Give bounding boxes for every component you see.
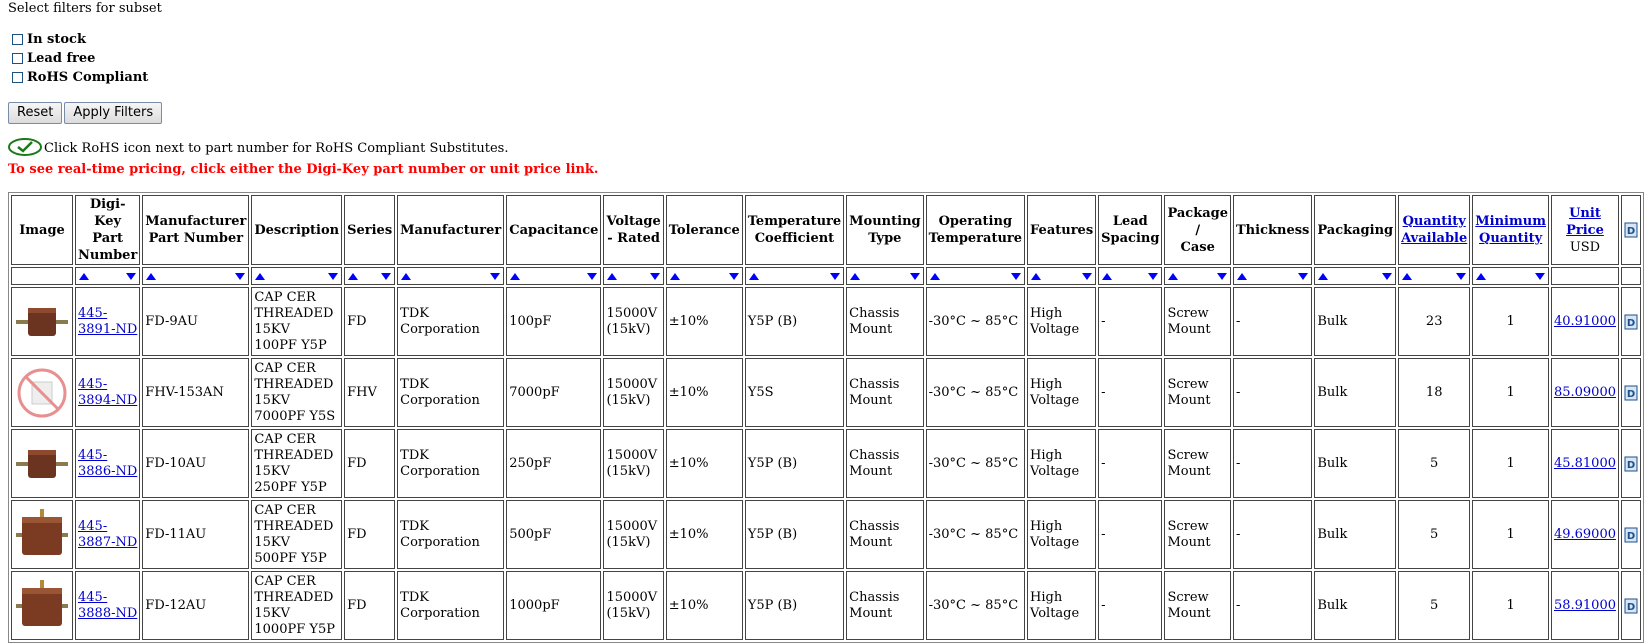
unit-price-cell[interactable]	[1551, 287, 1619, 356]
manufacturer-cell: TDK Corporation	[397, 358, 504, 427]
sort-cell	[1621, 267, 1641, 285]
filter-label: Lead free	[27, 51, 96, 66]
datasheet-icon[interactable]	[1624, 598, 1638, 614]
tolerance-cell: ±10%	[666, 571, 743, 640]
filter-title: Select filters for subset	[8, 1, 162, 16]
features-cell: High Voltage	[1027, 429, 1096, 498]
sort-ascending-icon[interactable]	[1318, 273, 1328, 280]
qty-available-cell: 5	[1398, 500, 1470, 569]
digikey-part-link[interactable]: 445-3887-ND	[78, 518, 138, 550]
features-cell: High Voltage	[1027, 358, 1096, 427]
image-cell[interactable]	[11, 429, 73, 498]
description-cell: CAP CER THREADED 15KV 500PF Y5P	[251, 500, 342, 569]
packaging-cell: Bulk	[1314, 287, 1396, 356]
voltage-cell: 15000V (15kV)	[603, 358, 663, 427]
lead-spacing-cell: -	[1098, 500, 1162, 569]
col-mounting-type: Mounting Type	[846, 195, 923, 265]
sort-descending-icon[interactable]	[1011, 273, 1021, 280]
sort-ascending-icon[interactable]	[1402, 273, 1412, 280]
description-cell: CAP CER THREADED 15KV 250PF Y5P	[251, 429, 342, 498]
voltage-cell: 15000V (15kV)	[603, 500, 663, 569]
col-qty-available[interactable]: Quantity Available	[1398, 195, 1470, 265]
datasheet-icon[interactable]	[1624, 527, 1638, 543]
capacitance-cell: 500pF	[506, 500, 601, 569]
package-case-cell: Screw Mount	[1164, 500, 1231, 569]
unit-price-link[interactable]: 40.91000	[1553, 313, 1616, 329]
table-row	[11, 500, 1641, 569]
sort-cell[interactable]	[75, 267, 140, 285]
qty-available-cell: 23	[1398, 287, 1470, 356]
lead-spacing-cell: -	[1098, 429, 1162, 498]
mounting-type-cell: Chassis Mount	[846, 287, 923, 356]
capacitance-cell: 7000pF	[506, 358, 601, 427]
filter-in-stock[interactable]	[12, 30, 162, 49]
col-tolerance: Tolerance	[666, 195, 743, 265]
sort-cell[interactable]	[142, 267, 249, 285]
sort-ascending-icon[interactable]	[930, 273, 940, 280]
sort-ascending-icon[interactable]	[749, 273, 759, 280]
table-row	[11, 358, 1641, 427]
series-cell: FD	[344, 571, 395, 640]
realtime-pricing-note: To see real-time pricing, click either the Digi-Key part number or unit price link.	[8, 162, 599, 177]
col-package-case: Package / Case	[1164, 195, 1231, 265]
sort-descending-icon[interactable]	[328, 273, 338, 280]
col-packaging: Packaging	[1314, 195, 1396, 265]
lead-spacing-cell: -	[1098, 358, 1162, 427]
sort-descending-icon[interactable]	[235, 273, 245, 280]
unit-price-cell[interactable]	[1551, 429, 1619, 498]
sort-descending-icon[interactable]	[1148, 273, 1158, 280]
temp-coefficient-cell: Y5P (B)	[745, 571, 844, 640]
temp-coefficient-cell: Y5S	[745, 358, 844, 427]
sort-ascending-icon[interactable]	[79, 273, 89, 280]
manufacturer-cell: TDK Corporation	[397, 429, 504, 498]
datasheet-cell[interactable]	[1621, 358, 1641, 427]
rohs-check-icon	[8, 138, 42, 156]
digikey-pn-cell[interactable]	[75, 429, 140, 498]
filter-buttons	[8, 102, 162, 124]
sort-ascending-icon[interactable]	[1102, 273, 1112, 280]
mfr-pn-cell: FD-11AU	[142, 500, 249, 569]
col-unit-price[interactable]: Unit Price USD	[1551, 195, 1619, 265]
sort-descending-icon[interactable]	[1082, 273, 1092, 280]
package-case-cell: Screw Mount	[1164, 429, 1231, 498]
sort-descending-icon[interactable]	[650, 273, 660, 280]
filter-list	[12, 30, 162, 87]
product-photo	[14, 294, 70, 350]
temp-coefficient-cell: Y5P (B)	[745, 500, 844, 569]
temp-coefficient-cell: Y5P (B)	[745, 287, 844, 356]
col-voltage: Voltage - Rated	[603, 195, 663, 265]
capacitance-cell: 1000pF	[506, 571, 601, 640]
sort-cell[interactable]	[846, 267, 923, 285]
sort-descending-icon[interactable]	[381, 273, 391, 280]
lead-spacing-cell: -	[1098, 571, 1162, 640]
thickness-cell: -	[1233, 500, 1312, 569]
manufacturer-cell: TDK Corporation	[397, 500, 504, 569]
col-features: Features	[1027, 195, 1096, 265]
mfr-pn-cell: FD-9AU	[142, 287, 249, 356]
rohs-checkbox[interactable]	[12, 72, 23, 83]
col-description: Description	[251, 195, 342, 265]
col-temp-coefficient: Temperature Coefficient	[745, 195, 844, 265]
operating-temp-cell: -30°C ~ 85°C	[926, 429, 1025, 498]
sort-ascending-icon[interactable]	[1476, 273, 1486, 280]
tolerance-cell: ±10%	[666, 500, 743, 569]
series-cell: FD	[344, 287, 395, 356]
digikey-pn-cell[interactable]	[75, 500, 140, 569]
sort-descending-icon[interactable]	[1217, 273, 1227, 280]
apply-filters-button[interactable]: Apply Filters	[64, 102, 162, 124]
unit-price-link[interactable]: 45.81000	[1553, 455, 1616, 471]
voltage-cell: 15000V (15kV)	[603, 429, 663, 498]
sort-descending-icon[interactable]	[1382, 273, 1392, 280]
sort-cell[interactable]	[1233, 267, 1312, 285]
qty-available-cell: 5	[1398, 429, 1470, 498]
sort-ascending-icon[interactable]	[146, 273, 156, 280]
datasheet-icon[interactable]	[1624, 314, 1638, 330]
datasheet-icon[interactable]	[1624, 456, 1638, 472]
sort-cell[interactable]	[1027, 267, 1096, 285]
qty-available-cell: 5	[1398, 571, 1470, 640]
datasheet-icon	[1624, 222, 1638, 238]
sort-descending-icon[interactable]	[729, 273, 739, 280]
svg-text:D: D	[1626, 530, 1636, 542]
packaging-cell: Bulk	[1314, 571, 1396, 640]
sort-cell[interactable]	[1314, 267, 1396, 285]
sort-ascending-icon[interactable]	[670, 273, 680, 280]
svg-text:D: D	[1626, 601, 1636, 613]
col-mfr-pn: Manufacturer Part Number	[142, 195, 249, 265]
mounting-type-cell: Chassis Mount	[846, 571, 923, 640]
digikey-part-link[interactable]: 445-3894-ND	[78, 376, 138, 408]
operating-temp-cell: -30°C ~ 85°C	[926, 287, 1025, 356]
operating-temp-cell: -30°C ~ 85°C	[926, 500, 1025, 569]
datasheet-cell[interactable]	[1621, 429, 1641, 498]
digikey-pn-cell[interactable]	[75, 358, 140, 427]
thickness-cell: -	[1233, 358, 1312, 427]
sort-ascending-icon[interactable]	[348, 273, 358, 280]
sort-cell[interactable]	[603, 267, 663, 285]
filter-section	[8, 1, 162, 87]
sort-cell[interactable]	[666, 267, 743, 285]
digikey-part-link[interactable]: 445-3888-ND	[78, 589, 138, 621]
sort-cell	[1551, 267, 1619, 285]
sort-ascending-icon[interactable]	[607, 273, 617, 280]
sort-ascending-icon[interactable]	[850, 273, 860, 280]
col-series: Series	[344, 195, 395, 265]
col-capacitance: Capacitance	[506, 195, 601, 265]
rohs-hint	[8, 138, 509, 156]
capacitance-cell: 100pF	[506, 287, 601, 356]
unit-price-link[interactable]: 49.69000	[1553, 526, 1616, 542]
capacitance-cell: 250pF	[506, 429, 601, 498]
no-image-icon	[14, 365, 70, 421]
table-row	[11, 429, 1641, 498]
table-row	[11, 287, 1641, 356]
rohs-hint-text: Click RoHS icon next to part number for RoHS Compliant Substitutes.	[44, 141, 509, 156]
datasheet-cell[interactable]	[1621, 571, 1641, 640]
manufacturer-cell: TDK Corporation	[397, 287, 504, 356]
col-thickness: Thickness	[1233, 195, 1312, 265]
sort-ascending-icon[interactable]	[1168, 273, 1178, 280]
col-manufacturer: Manufacturer	[397, 195, 504, 265]
sort-descending-icon[interactable]	[1298, 273, 1308, 280]
series-cell: FD	[344, 500, 395, 569]
digikey-pn-cell[interactable]	[75, 571, 140, 640]
product-photo	[14, 436, 70, 492]
series-cell: FHV	[344, 358, 395, 427]
sort-descending-icon[interactable]	[910, 273, 920, 280]
packaging-cell: Bulk	[1314, 358, 1396, 427]
unit-price-cell[interactable]	[1551, 500, 1619, 569]
mounting-type-cell: Chassis Mount	[846, 429, 923, 498]
image-cell[interactable]	[11, 358, 73, 427]
lead-spacing-cell: -	[1098, 287, 1162, 356]
sort-ascending-icon[interactable]	[1031, 273, 1041, 280]
svg-text:D: D	[1626, 226, 1636, 237]
description-cell: CAP CER THREADED 15KV 1000PF Y5P	[251, 571, 342, 640]
in-stock-checkbox[interactable]	[12, 34, 23, 45]
manufacturer-cell: TDK Corporation	[397, 571, 504, 640]
description-cell: CAP CER THREADED 15KV 100PF Y5P	[251, 287, 342, 356]
sort-cell[interactable]	[926, 267, 1025, 285]
reset-button[interactable]: Reset	[8, 102, 62, 124]
package-case-cell: Screw Mount	[1164, 358, 1231, 427]
sort-cell[interactable]	[1098, 267, 1162, 285]
unit-price-cell[interactable]	[1551, 571, 1619, 640]
sort-cell[interactable]	[1398, 267, 1470, 285]
sort-ascending-icon[interactable]	[510, 273, 520, 280]
sort-descending-icon[interactable]	[490, 273, 500, 280]
datasheet-icon[interactable]	[1624, 385, 1638, 401]
image-cell[interactable]	[11, 500, 73, 569]
digikey-part-link[interactable]: 445-3886-ND	[78, 447, 138, 479]
unit-price-link[interactable]: 58.91000	[1553, 597, 1616, 613]
tolerance-cell: ±10%	[666, 429, 743, 498]
sort-descending-icon[interactable]	[830, 273, 840, 280]
sort-ascending-icon[interactable]	[1237, 273, 1247, 280]
col-digikey-pn: Digi-Key Part Number	[75, 195, 140, 265]
tolerance-cell: ±10%	[666, 358, 743, 427]
sort-descending-icon[interactable]	[587, 273, 597, 280]
temp-coefficient-cell: Y5P (B)	[745, 429, 844, 498]
image-cell[interactable]	[11, 287, 73, 356]
sort-descending-icon[interactable]	[126, 273, 136, 280]
sort-cell[interactable]	[251, 267, 342, 285]
col-image: Image	[11, 195, 73, 265]
series-cell: FD	[344, 429, 395, 498]
voltage-cell: 15000V (15kV)	[603, 571, 663, 640]
sort-row	[11, 267, 1641, 285]
mfr-pn-cell: FHV-153AN	[142, 358, 249, 427]
col-lead-spacing: Lead Spacing	[1098, 195, 1162, 265]
header-row	[11, 195, 1641, 265]
image-cell[interactable]	[11, 571, 73, 640]
lead-free-checkbox[interactable]	[12, 53, 23, 64]
thickness-cell: -	[1233, 571, 1312, 640]
sort-cell[interactable]	[1164, 267, 1231, 285]
package-case-cell: Screw Mount	[1164, 571, 1231, 640]
min-qty-cell: 1	[1472, 429, 1549, 498]
sort-descending-icon[interactable]	[1535, 273, 1545, 280]
min-qty-cell: 1	[1472, 287, 1549, 356]
filter-rohs[interactable]	[12, 68, 162, 87]
sort-ascending-icon[interactable]	[255, 273, 265, 280]
features-cell: High Voltage	[1027, 287, 1096, 356]
min-qty-cell: 1	[1472, 358, 1549, 427]
product-photo	[14, 507, 70, 563]
sort-cell[interactable]	[1472, 267, 1549, 285]
packaging-cell: Bulk	[1314, 500, 1396, 569]
min-qty-cell: 1	[1472, 571, 1549, 640]
table-row	[11, 571, 1641, 640]
voltage-cell: 15000V (15kV)	[603, 287, 663, 356]
svg-text:D: D	[1626, 317, 1636, 329]
features-cell: High Voltage	[1027, 571, 1096, 640]
digikey-pn-cell[interactable]	[75, 287, 140, 356]
package-case-cell: Screw Mount	[1164, 287, 1231, 356]
datasheet-cell[interactable]	[1621, 500, 1641, 569]
col-operating-temp: Operating Temperature	[926, 195, 1025, 265]
description-cell: CAP CER THREADED 15KV 7000PF Y5S	[251, 358, 342, 427]
sort-cell[interactable]	[344, 267, 395, 285]
sort-descending-icon[interactable]	[1456, 273, 1466, 280]
results-table	[8, 192, 1644, 643]
svg-text:D: D	[1626, 459, 1636, 471]
min-qty-cell: 1	[1472, 500, 1549, 569]
sort-ascending-icon[interactable]	[401, 273, 411, 280]
sort-cell[interactable]	[745, 267, 844, 285]
features-cell: High Voltage	[1027, 500, 1096, 569]
product-photo	[14, 578, 70, 634]
tolerance-cell: ±10%	[666, 287, 743, 356]
thickness-cell: -	[1233, 429, 1312, 498]
filter-label: In stock	[27, 32, 86, 47]
col-min-qty[interactable]: Minimum Quantity	[1472, 195, 1549, 265]
mfr-pn-cell: FD-10AU	[142, 429, 249, 498]
sort-cell[interactable]	[506, 267, 601, 285]
unit-price-link[interactable]: 85.09000	[1553, 384, 1616, 400]
filter-lead-free[interactable]	[12, 49, 162, 68]
mounting-type-cell: Chassis Mount	[846, 358, 923, 427]
digikey-part-link[interactable]: 445-3891-ND	[78, 305, 138, 337]
mounting-type-cell: Chassis Mount	[846, 500, 923, 569]
qty-available-cell: 18	[1398, 358, 1470, 427]
operating-temp-cell: -30°C ~ 85°C	[926, 571, 1025, 640]
datasheet-cell[interactable]	[1621, 287, 1641, 356]
col-datasheet	[1621, 195, 1641, 265]
unit-price-cell[interactable]	[1551, 358, 1619, 427]
mfr-pn-cell: FD-12AU	[142, 571, 249, 640]
sort-cell[interactable]	[397, 267, 504, 285]
thickness-cell: -	[1233, 287, 1312, 356]
sort-cell	[11, 267, 73, 285]
filter-label: RoHS Compliant	[27, 70, 149, 85]
operating-temp-cell: -30°C ~ 85°C	[926, 358, 1025, 427]
svg-text:D: D	[1626, 388, 1636, 400]
packaging-cell: Bulk	[1314, 429, 1396, 498]
